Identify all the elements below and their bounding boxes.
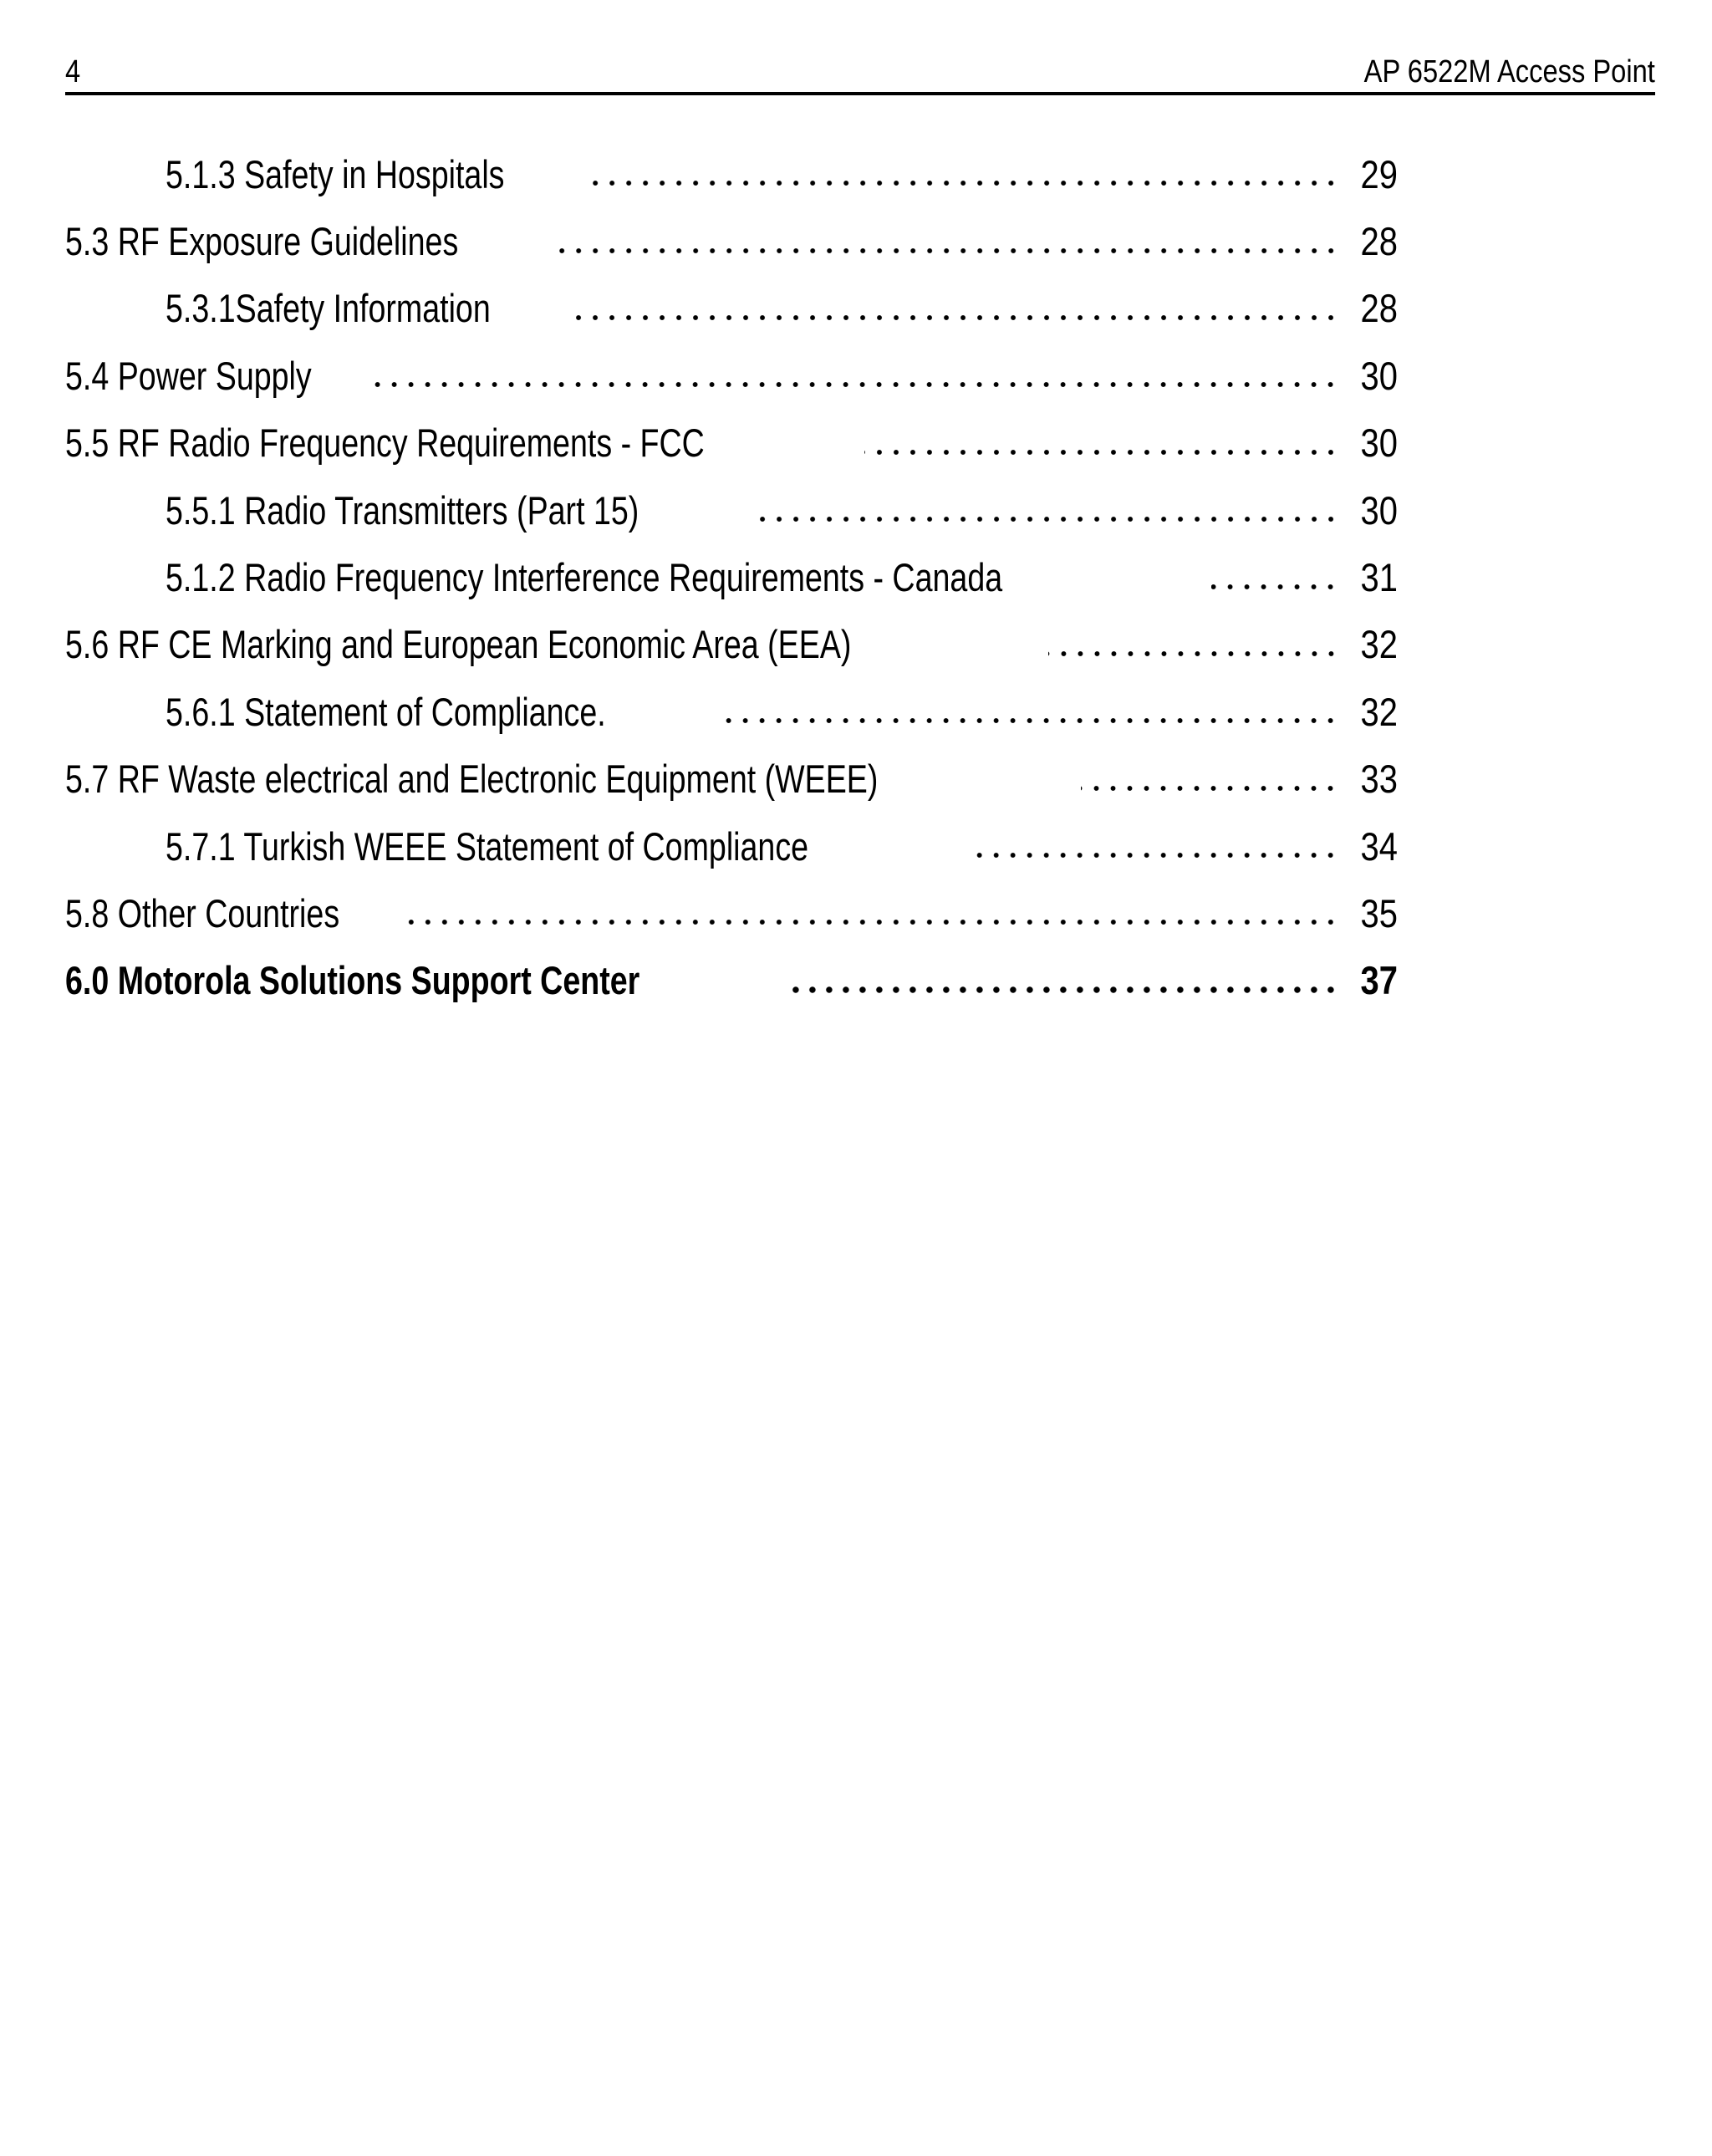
toc-entry-5-8[interactable]: [65, 879, 1398, 946]
toc-entry-label: 5.1.3 Safety in Hospitals: [166, 151, 505, 196]
toc-entry-5-3-1[interactable]: [65, 275, 1398, 342]
toc-entry-5-6[interactable]: [65, 611, 1398, 678]
toc-entry-label: 5.8 Other Countries: [65, 890, 340, 935]
toc-entry-5-7[interactable]: [65, 746, 1398, 813]
toc-entry-page: 34: [1360, 823, 1398, 869]
toc-entry-page: 28: [1360, 219, 1398, 264]
dot-leader: [408, 917, 1339, 927]
toc-entry-6-0[interactable]: [65, 947, 1398, 1014]
toc-entry-page: 28: [1360, 286, 1398, 331]
dot-leader: [1211, 582, 1339, 592]
dot-leader: [1081, 783, 1339, 793]
dot-leader: [373, 380, 1339, 390]
toc-entry-5-7-1[interactable]: [65, 813, 1398, 879]
dot-leader: [969, 850, 1339, 860]
toc-entry-page: 35: [1360, 890, 1398, 935]
toc-entry-label: 5.4 Power Supply: [65, 353, 312, 398]
toc-entry-page: 37: [1360, 958, 1398, 1003]
table-of-contents: [65, 140, 1398, 1014]
toc-entry-label: 5.7.1 Turkish WEEE Statement of Compliance: [166, 823, 809, 869]
toc-entry-label: 5.5.1 Radio Transmitters (Part 15): [166, 487, 639, 533]
toc-entry-page: 30: [1360, 420, 1398, 466]
toc-entry-5-5-1[interactable]: [65, 477, 1398, 543]
dot-leader: [864, 447, 1339, 457]
toc-entry-page: 30: [1360, 353, 1398, 398]
toc-entry-5-5[interactable]: [65, 410, 1398, 477]
toc-entry-page: 32: [1360, 622, 1398, 667]
toc-entry-label: 5.5 RF Radio Frequency Requirements - FCC: [65, 420, 705, 466]
toc-entry-label: 5.7 RF Waste electrical and Electronic Equipment (WEEE): [65, 757, 879, 802]
toc-entry-label: 5.3 RF Exposure Guidelines: [65, 219, 459, 264]
toc-entry-5-4[interactable]: [65, 342, 1398, 409]
toc-entry-page: 31: [1360, 555, 1398, 600]
dot-leader: [783, 985, 1339, 995]
dot-leader: [589, 178, 1339, 188]
toc-entry-label: 5.3.1Safety Information: [166, 286, 491, 331]
toc-entry-label: 5.1.2 Radio Frequency Interference Requirements - Canada: [166, 555, 1003, 600]
dot-leader: [572, 313, 1339, 323]
dot-leader: [1048, 649, 1339, 659]
page-header: [65, 52, 1655, 95]
toc-entry-5-1-2[interactable]: [65, 543, 1398, 610]
dot-leader: [757, 514, 1339, 524]
toc-entry-5-1-3[interactable]: [65, 140, 1398, 207]
toc-entry-label: 5.6 RF CE Marking and European Economic Area (EEA): [65, 622, 852, 667]
dot-leader: [716, 716, 1339, 726]
toc-entry-label: 5.6.1 Statement of Compliance.: [166, 689, 606, 734]
toc-entry-page: 32: [1360, 689, 1398, 734]
toc-entry-label: 6.0 Motorola Solutions Support Center: [65, 958, 640, 1003]
document-title: AP 6522M Access Point: [1363, 54, 1655, 89]
dot-leader: [557, 246, 1339, 256]
toc-entry-5-3[interactable]: [65, 207, 1398, 274]
page-number: 4: [65, 54, 81, 89]
toc-entry-page: 29: [1360, 151, 1398, 196]
toc-entry-page: 30: [1360, 487, 1398, 533]
toc-entry-5-6-1[interactable]: [65, 678, 1398, 745]
toc-entry-page: 33: [1360, 757, 1398, 802]
